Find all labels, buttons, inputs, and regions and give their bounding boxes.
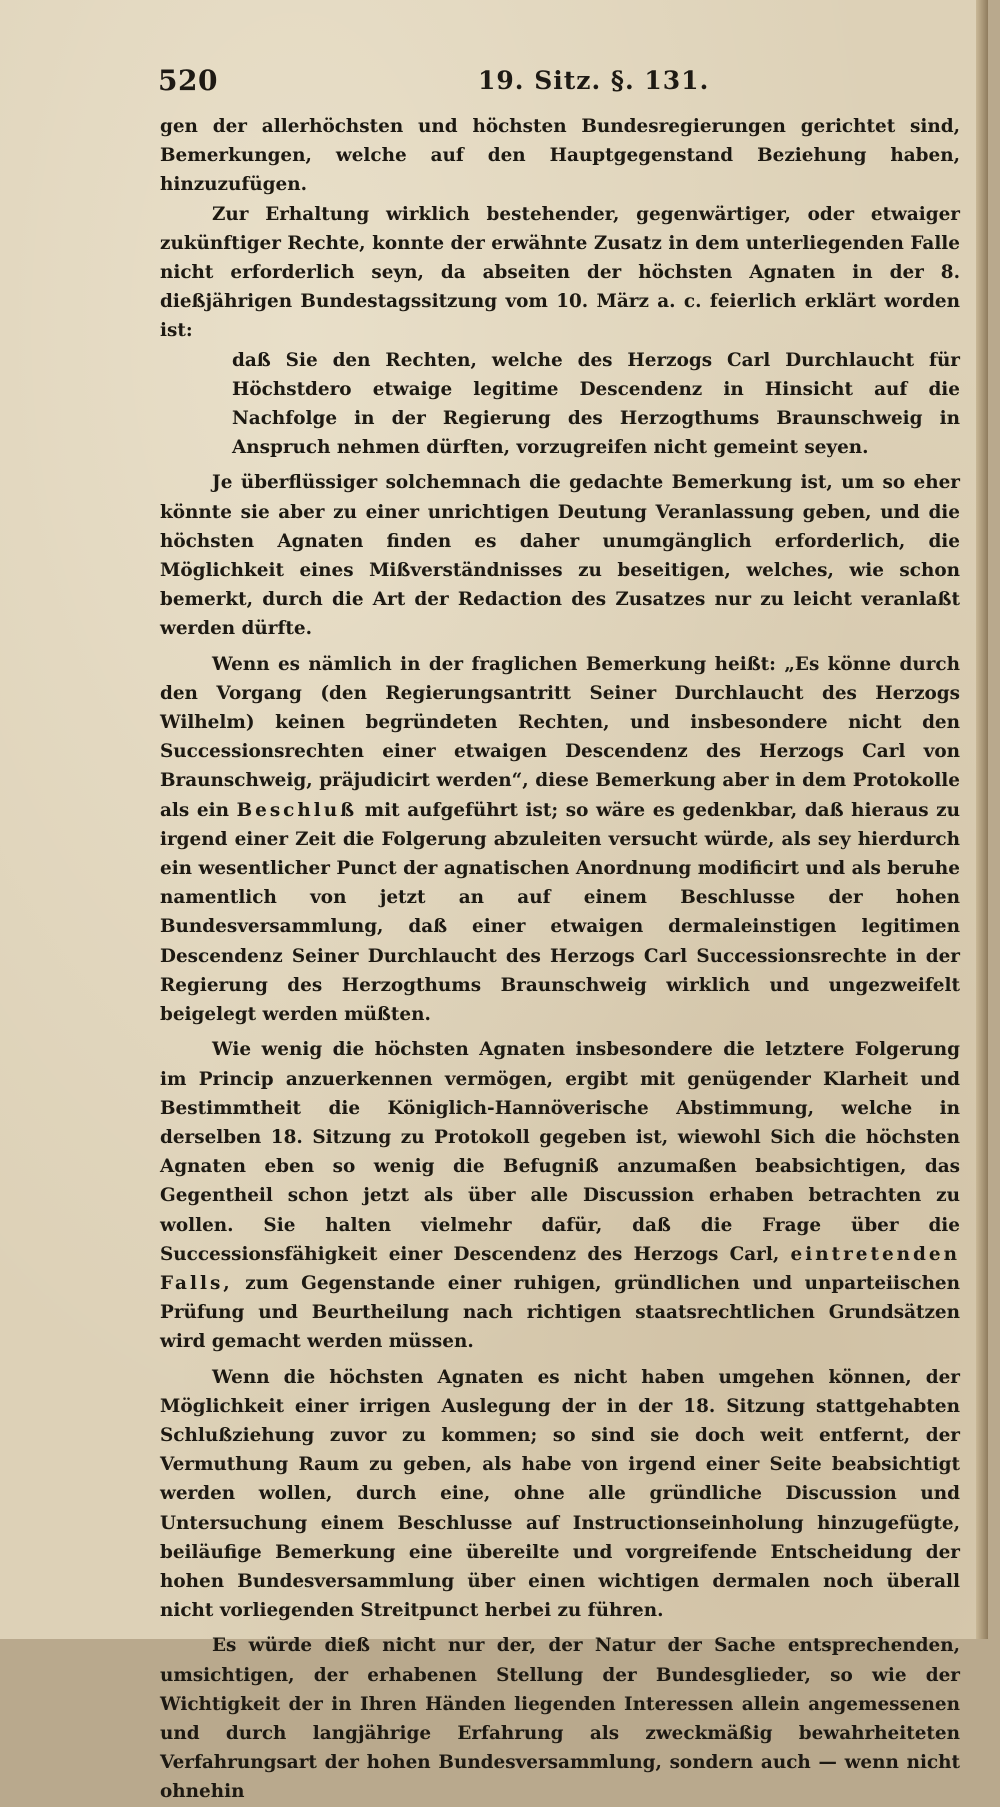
paragraph-continuation: gen der allerhöchsten und höchsten Bundesregierungen gerichtet sind, Bemerkungen, welche auf den Hauptgegenstand Beziehung haben, hinzuzufügen. [160, 116, 960, 196]
paragraph: Je überflüssiger solchemnach die gedachte Bemerkung ist, um so eher könnte sie aber zu einer unrichtigen Deutung Veranlassung geben, und die höchsten Agnaten finden es daher unumgänglich erforderlich, die Möglichkeit eines Mißverständnisses zu beseitigen, welches, wie schon bemerkt, durch die Art der Redaction des Zusatzes nur zu leicht veranlaßt werden dürfte. [160, 472, 960, 640]
paragraph [160, 1035, 960, 1356]
paragraph: Zur Erhaltung wirklich bestehender, gegenwärtiger, oder etwaiger zukünftiger Rechte, konnte der erwähnte Zusatz in dem unterliegenden Falle nicht erforderlich seyn, da abseiten der höchsten Agnaten in der 8. dießjährigen Bundestagssitzung vom 10. März a. c. feierlich erklärt worden ist: [160, 203, 960, 342]
running-head: 19. Sitz. §. 131. [478, 66, 710, 95]
paragraph [160, 650, 960, 1030]
page-header [158, 64, 958, 98]
body-text [160, 112, 960, 1807]
paragraph: Wenn die höchsten Agnaten es nicht haben umgehen können, der Möglichkeit einer irrigen Auslegung der in der 18. Sitzung stattgehabten Schlußziehung zuvor zu kommen; so sind sie doch weit entfernt, der Vermuthung Raum zu geben, als habe von irgend einer Seite beabsichtigt werden wollen, durch eine, ohne alle gründliche Discussion und Untersuchung einem Beschlusse auf Instructionseinholung hinzugefügte, beiläufige Bemerkung eine übereilte und vorgreifende Entscheidung der hohen Bundesversammlung über einen wichtigen dermalen noch überall nicht vorliegenden Streitpunct herbei zu führen. [160, 1366, 960, 1622]
page-edge [976, 0, 988, 1639]
paragraph-text: Wenn es nämlich in der fraglichen Bemerkung heißt: „Es könne durch den Vorgang (den Regierungsantritt Seiner Durchlaucht des Herzogs Wilhelm) keinen begründeten Rechten, und insbesondere nicht den Successionsrechten einer etwaigen Descendenz des Herzogs Carl von Braunschweig, präjudicirt werden“, diese Bemerkung aber in dem Protokolle als ein [160, 653, 960, 821]
spaced-phrase: eintretenden Falls, [160, 1243, 960, 1294]
paragraph: Es würde dieß nicht nur der, der Natur der Sache entsprechenden, umsichtigen, der erhabenen Stellung der Bundesglieder, so wie der Wichtigkeit der in Ihren Händen liegenden Interessen allein angemessenen und durch langjährige Erfahrung als zweckmäßig bewahrheiteten Verfahrungsart der hohen Bundesversammlung, sondern auch — wenn nicht ohnehin [160, 1635, 960, 1803]
page-number: 520 [158, 64, 218, 97]
paragraph-text: zum Gegenstande einer ruhigen, gründlichen und unparteiischen Prüfung und Beurtheilung nach richtigen staatsrechtlichen Grundsätzen wird gemacht werden müssen. [160, 1272, 961, 1353]
paragraph-text: Wie wenig die höchsten Agnaten insbesondere die letztere Folgerung im Princip anzuerkennen vermögen, ergibt mit genügender Klarheit und Bestimmtheit die Königlich-Hannöverische Abstimmung, welche in derselben 18. Sitzung zu Protokoll gegeben ist, wiewohl Sich die höchsten Agnaten eben so wenig die Befugniß anzumaßen beabsichtigen, das Gegentheil schon jetzt als über alle Discussion erhaben betrachten zu wollen. Sie halten vielmehr dafür, daß die Frage über die Successionsfähigkeit einer Descendenz des Herzogs Carl, [160, 1039, 960, 1265]
spaced-word: Beschluß [236, 799, 358, 821]
paragraph-text: mit aufgeführt ist; so wäre es gedenkbar, daß hieraus zu irgend einer Zeit die Folgerung abzuleiten versucht würde, als sey hierdurch ein wesentlicher Punct der agnatischen Anordnung modificirt und als beruhe namentlich von jetzt an auf einem Beschlusse der hohen Bundesversammlung, daß einer etwaigen dermaleinstigen legitimen Descendenz Seiner Durchlaucht des Herzogs Carl Successionsrechte in der Regierung des Herzogthums Braunschweig wirklich und ungezweifelt beigelegt werden müßten. [160, 799, 961, 1026]
block-quote: daß Sie den Rechten, welche des Herzogs Carl Durchlaucht für Höchstdero etwaige legitime Descendenz in Hinsicht auf die Nachfolge in der Regierung des Herzogthums Braunschweig in Anspruch nehmen dürften, vorzugreifen nicht gemeint seyen. [232, 349, 960, 459]
